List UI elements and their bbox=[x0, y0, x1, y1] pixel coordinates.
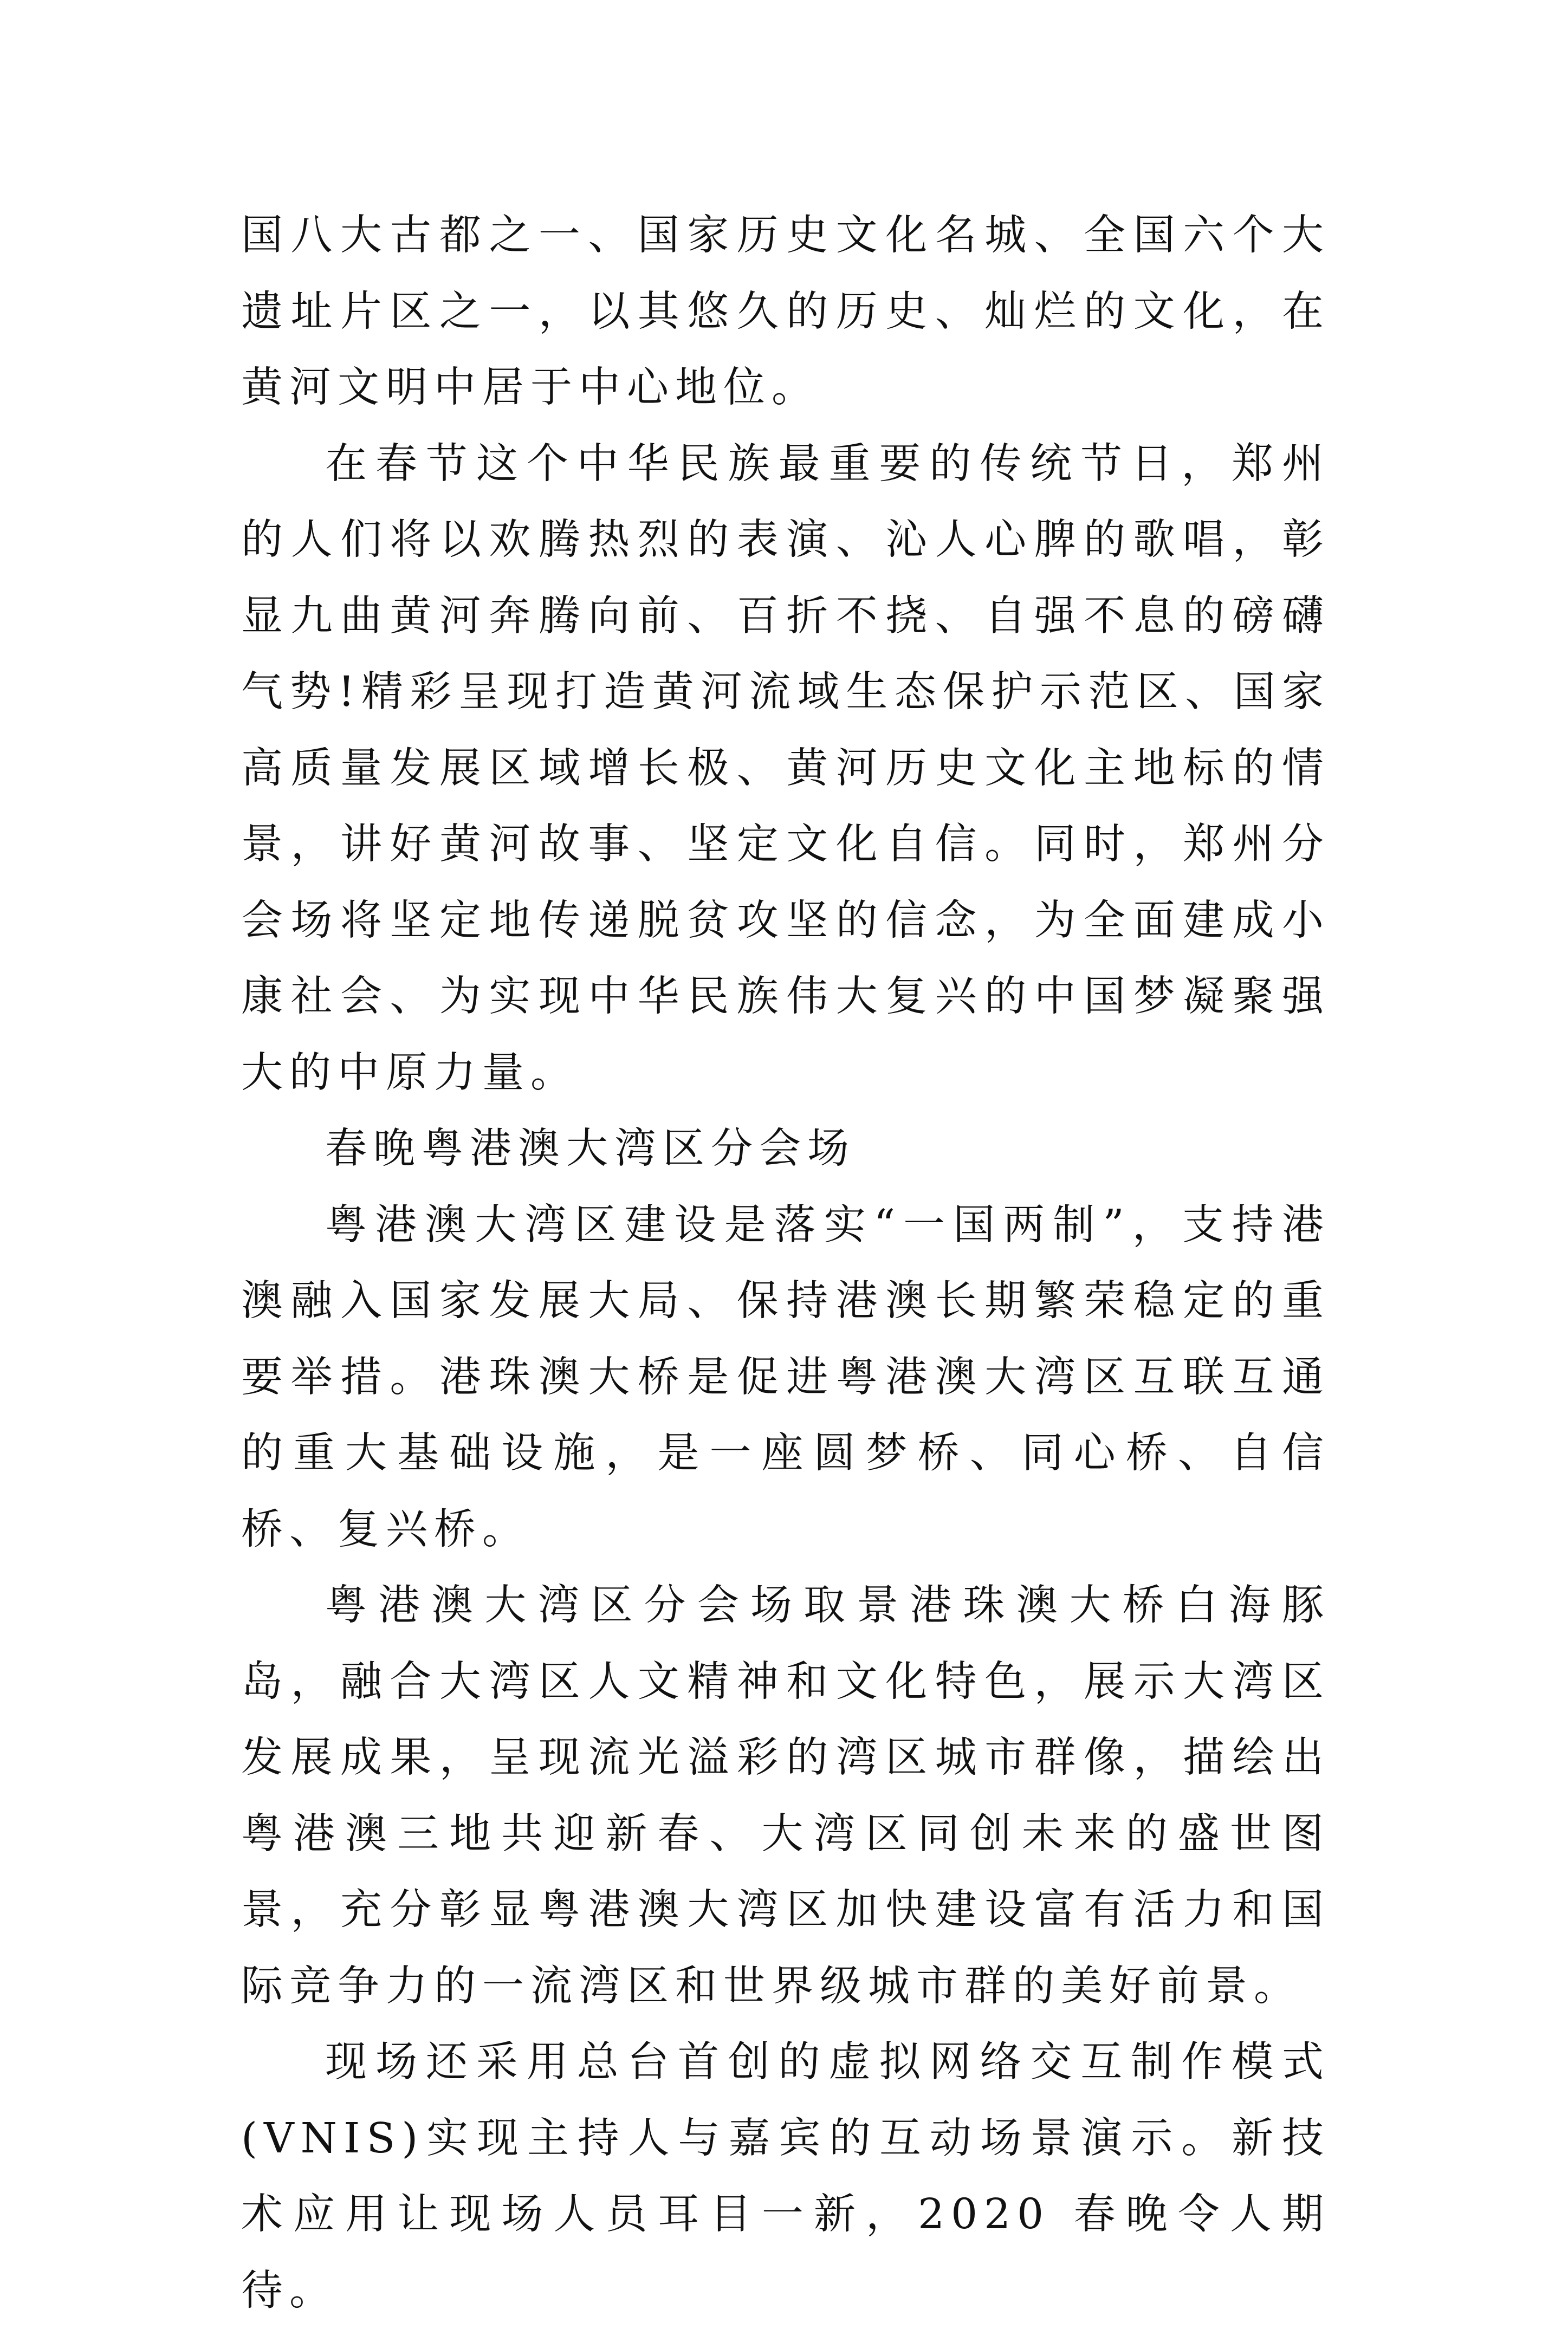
paragraph-zhengzhou: 在春节这个中华民族最重要的传统节日，郑州的人们将以欢腾热烈的表演、沁人心脾的歌唱，彰显九曲黄河奔腾向前、百折不挠、自强不息的磅礴气势!精彩呈现打造黄河流域生态保护示范区、国家高质量发展区域增长极、黄河历史文化主地标的情景，讲好黄河故事、坚定文化自信。同时，郑州分会场将坚定地传递脱贫攻坚的信念，为全面建成小康社会、为实现中华民族伟大复兴的中国梦凝聚强大的中原力量。 bbox=[241, 439, 1330, 1097]
paragraph-vnis: 现场还采用总台首创的虚拟网络交互制作模式(VNIS)实现主持人与嘉宾的互动场景演示。新技术应用让现场人员耳目一新，2020 春晚令人期待。 bbox=[241, 2038, 1330, 2315]
paragraph-bay-area-intro: 粤港澳大湾区建设是落实“一国两制”，支持港澳融入国家发展大局、保持港澳长期繁荣稳定的重要举措。港珠澳大桥是促进粤港澳大湾区互联互通的重大基础设施，是一座圆梦桥、同心桥、自信桥、复兴桥。 bbox=[241, 1201, 1330, 1554]
paragraph-continuation: 国八大古都之一、国家历史文化名城、全国六个大遗址片区之一，以其悠久的历史、灿烂的文化，在黄河文明中居于中心地位。 bbox=[241, 211, 1330, 412]
document-body bbox=[241, 198, 1330, 2329]
paragraph-bay-area-venue: 粤港澳大湾区分会场取景港珠澳大桥白海豚岛，融合大湾区人文精神和文化特色，展示大湾区发展成果，呈现流光溢彩的湾区城市群像，描绘出粤港澳三地共迎新春、大湾区同创未来的盛世图景，充分彰显粤港澳大湾区加快建设富有活力和国际竞争力的一流湾区和世界级城市群的美好前景。 bbox=[241, 1581, 1330, 2010]
section-heading: 春晚粤港澳大湾区分会场 bbox=[325, 1125, 856, 1173]
